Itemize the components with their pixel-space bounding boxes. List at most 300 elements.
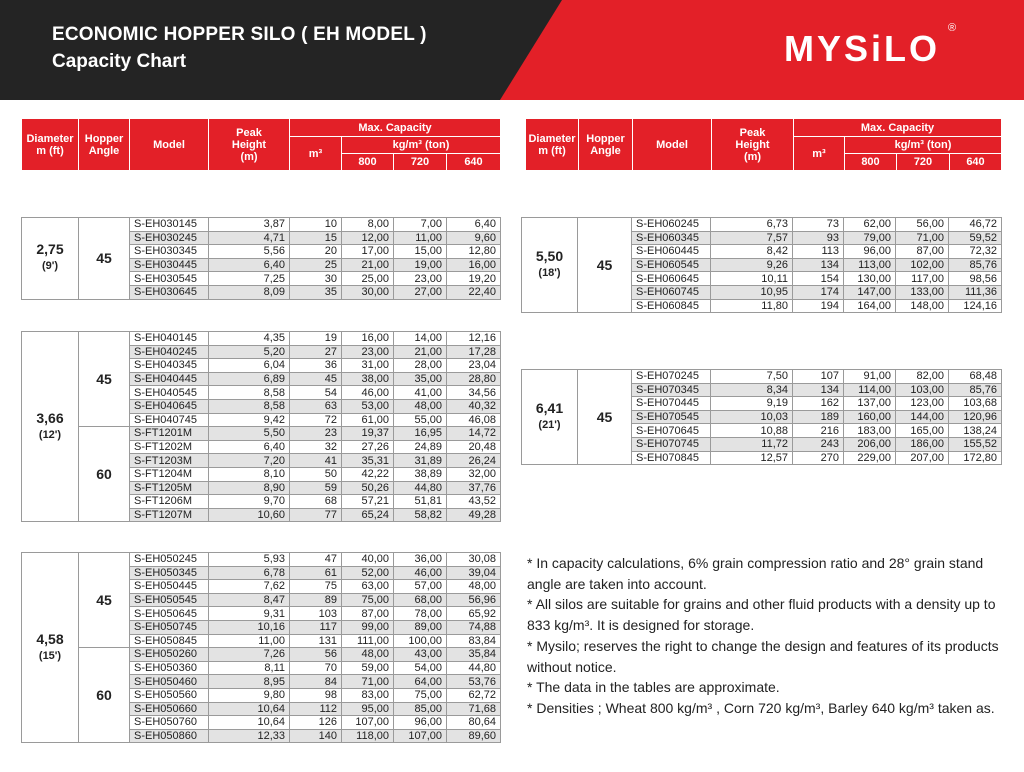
capacity-800-cell: 65,24 [342,508,394,522]
volume-m3-cell: 10 [290,218,342,232]
capacity-800-cell: 52,00 [342,566,394,580]
model-cell: S-EH050860 [130,729,209,743]
capacity-720-cell: 75,00 [394,688,447,702]
model-cell: S-EH050260 [130,648,209,662]
volume-m3-cell: 189 [793,410,844,424]
volume-m3-cell: 15 [290,231,342,245]
peak-height-cell: 6,89 [209,372,290,386]
volume-m3-cell: 45 [290,372,342,386]
volume-m3-cell: 36 [290,359,342,373]
capacity-800-cell: 229,00 [844,451,896,465]
capacity-640-cell: 32,00 [447,467,501,481]
capacity-640-cell: 39,04 [447,566,501,580]
capacity-640-cell: 74,88 [447,620,501,634]
diameter-meters: 3,66 [36,409,64,426]
table-row [22,218,501,232]
table-diameter-6-41 [521,369,1002,465]
volume-m3-cell: 243 [793,437,844,451]
capacity-640-cell: 85,76 [949,383,1002,397]
model-cell: S-EH070545 [632,410,711,424]
model-cell: S-EH040545 [130,386,209,400]
capacity-640-cell: 72,32 [949,245,1002,259]
capacity-720-cell: 107,00 [394,729,447,743]
peak-height-cell: 8,42 [711,245,793,259]
peak-height-header: Peak Height (m) [209,119,290,171]
volume-m3-cell: 73 [793,218,844,232]
peak-height-cell: 8,47 [209,593,290,607]
peak-height-cell: 7,57 [711,231,793,245]
capacity-800-cell: 59,00 [342,661,394,675]
capacity-640-cell: 68,48 [949,370,1002,384]
model-header: Model [130,119,209,171]
volume-m3-cell: 23 [290,427,342,441]
capacity-720-cell: 100,00 [394,634,447,648]
capacity-720-cell: 19,00 [394,258,447,272]
density-header: kg/m³ (ton) [342,137,501,154]
capacity-640-cell: 53,76 [447,675,501,689]
m3-header: m³ [794,137,845,171]
capacity-640-cell: 46,08 [447,413,501,427]
peak-height-cell: 10,03 [711,410,793,424]
peak-height-cell: 9,19 [711,397,793,411]
capacity-720-cell: 85,00 [394,702,447,716]
diameter-feet: (15') [38,649,62,662]
model-cell: S-EH070245 [632,370,711,384]
hopper-angle-cell: 45 [578,218,632,313]
capacity-640-cell: 65,92 [447,607,501,621]
model-cell: S-EH050760 [130,716,209,730]
diameter-feet: (21') [538,419,561,432]
capacity-720-cell: 41,00 [394,386,447,400]
volume-m3-cell: 68 [290,495,342,509]
peak-height-cell: 4,71 [209,231,290,245]
density-640-header: 640 [950,154,1002,171]
table-diameter-5-50 [521,217,1002,313]
capacity-640-cell: 172,80 [949,451,1002,465]
capacity-640-cell: 48,00 [447,580,501,594]
model-cell: S-EH030645 [130,285,209,299]
capacity-720-cell: 186,00 [896,437,949,451]
capacity-720-cell: 7,00 [394,218,447,232]
volume-m3-cell: 70 [290,661,342,675]
volume-m3-cell: 154 [793,272,844,286]
model-cell: S-EH070645 [632,424,711,438]
peak-height-cell: 7,25 [209,272,290,286]
capacity-640-cell: 120,96 [949,410,1002,424]
diameter-feet: (9') [41,260,59,273]
model-cell: S-EH070345 [632,383,711,397]
capacity-640-cell: 103,68 [949,397,1002,411]
capacity-800-cell: 118,00 [342,729,394,743]
density-800-header: 800 [845,154,897,171]
diameter-feet: (18') [538,267,561,280]
volume-m3-cell: 131 [290,634,342,648]
peak-height-cell: 10,64 [209,702,290,716]
model-cell: S-EH070445 [632,397,711,411]
capacity-720-cell: 44,80 [394,481,447,495]
capacity-640-cell: 17,28 [447,345,501,359]
capacity-800-cell: 130,00 [844,272,896,286]
capacity-800-cell: 8,00 [342,218,394,232]
capacity-800-cell: 62,00 [844,218,896,232]
capacity-720-cell: 103,00 [896,383,949,397]
capacity-800-cell: 21,00 [342,258,394,272]
note-item: * Densities ; Wheat 800 kg/m³ , Corn 720 kg/m³, Barley 640 kg/m³ taken as. [527,699,995,716]
capacity-800-cell: 19,37 [342,427,394,441]
capacity-720-cell: 123,00 [896,397,949,411]
capacity-800-cell: 48,00 [342,648,394,662]
peak-height-cell: 8,90 [209,481,290,495]
volume-m3-cell: 194 [793,299,844,313]
volume-m3-cell: 89 [290,593,342,607]
capacity-720-cell: 16,95 [394,427,447,441]
model-cell: S-EH060445 [632,245,711,259]
capacity-720-cell: 46,00 [394,566,447,580]
capacity-640-cell: 98,56 [949,272,1002,286]
capacity-720-cell: 23,00 [394,272,447,286]
table-row [22,427,501,441]
capacity-640-cell: 16,00 [447,258,501,272]
capacity-640-cell: 85,76 [949,258,1002,272]
peak-height-cell: 10,88 [711,424,793,438]
capacity-720-cell: 48,00 [394,399,447,413]
volume-m3-cell: 103 [290,607,342,621]
model-cell: S-EH030245 [130,231,209,245]
capacity-640-cell: 49,28 [447,508,501,522]
capacity-720-cell: 207,00 [896,451,949,465]
capacity-720-cell: 96,00 [394,716,447,730]
capacity-640-cell: 80,64 [447,716,501,730]
model-cell: S-EH050345 [130,566,209,580]
volume-m3-cell: 50 [290,467,342,481]
peak-height-cell: 5,93 [209,553,290,567]
capacity-720-cell: 24,89 [394,440,447,454]
max-capacity-header: Max. Capacity [290,119,501,137]
model-cell: S-FT1204M [130,467,209,481]
capacity-800-cell: 113,00 [844,258,896,272]
capacity-720-cell: 14,00 [394,332,447,346]
capacity-720-cell: 36,00 [394,553,447,567]
note-item: * Mysilo; reserves the right to change the design and features of its products without notice. [527,637,999,675]
capacity-720-cell: 55,00 [394,413,447,427]
volume-m3-cell: 84 [290,675,342,689]
peak-height-cell: 10,64 [209,716,290,730]
model-cell: S-EH050460 [130,675,209,689]
capacity-720-cell: 71,00 [896,231,949,245]
volume-m3-cell: 174 [793,285,844,299]
peak-height-cell: 8,09 [209,285,290,299]
capacity-800-cell: 137,00 [844,397,896,411]
capacity-800-cell: 75,00 [342,593,394,607]
capacity-800-cell: 99,00 [342,620,394,634]
model-cell: S-EH040245 [130,345,209,359]
page-header [0,0,1024,100]
volume-m3-cell: 98 [290,688,342,702]
volume-m3-cell: 126 [290,716,342,730]
capacity-720-cell: 58,82 [394,508,447,522]
volume-m3-cell: 77 [290,508,342,522]
hopper-angle-cell: 45 [79,218,130,300]
volume-m3-cell: 134 [793,258,844,272]
capacity-720-cell: 38,89 [394,467,447,481]
capacity-720-cell: 11,00 [394,231,447,245]
capacity-640-cell: 34,56 [447,386,501,400]
page-subtitle: Capacity Chart [52,51,187,72]
capacity-720-cell: 133,00 [896,285,949,299]
volume-m3-cell: 61 [290,566,342,580]
capacity-720-cell: 148,00 [896,299,949,313]
capacity-640-cell: 23,04 [447,359,501,373]
capacity-640-cell: 14,72 [447,427,501,441]
capacity-640-cell: 37,76 [447,481,501,495]
model-cell: S-EH050445 [130,580,209,594]
diameter-cell [522,370,578,465]
volume-m3-cell: 35 [290,285,342,299]
model-cell: S-EH040145 [130,332,209,346]
capacity-800-cell: 164,00 [844,299,896,313]
peak-height-header: Peak Height (m) [712,119,794,171]
model-cell: S-EH040345 [130,359,209,373]
peak-height-cell: 10,95 [711,285,793,299]
diameter-header: Diameter m (ft) [526,119,579,171]
capacity-720-cell: 89,00 [394,620,447,634]
capacity-800-cell: 111,00 [342,634,394,648]
model-cell: S-EH050560 [130,688,209,702]
model-cell: S-EH060745 [632,285,711,299]
volume-m3-cell: 54 [290,386,342,400]
volume-m3-cell: 63 [290,399,342,413]
capacity-640-cell: 111,36 [949,285,1002,299]
peak-height-cell: 11,80 [711,299,793,313]
capacity-800-cell: 147,00 [844,285,896,299]
diameter-meters: 6,41 [535,400,564,417]
model-cell: S-EH030145 [130,218,209,232]
capacity-640-cell: 30,08 [447,553,501,567]
volume-m3-cell: 19 [290,332,342,346]
diameter-header: Diameter m (ft) [22,119,79,171]
peak-height-cell: 8,34 [711,383,793,397]
table-diameter-2-75 [21,217,501,300]
registered-mark: ® [948,22,957,34]
peak-height-cell: 9,42 [209,413,290,427]
capacity-800-cell: 23,00 [342,345,394,359]
hopper-angle-header: Hopper Angle [79,119,130,171]
max-capacity-header: Max. Capacity [794,119,1002,137]
volume-m3-cell: 41 [290,454,342,468]
capacity-800-cell: 95,00 [342,702,394,716]
peak-height-cell: 9,31 [209,607,290,621]
model-cell: S-FT1207M [130,508,209,522]
capacity-800-cell: 57,21 [342,495,394,509]
peak-height-cell: 9,70 [209,495,290,509]
capacity-640-cell: 124,16 [949,299,1002,313]
capacity-720-cell: 27,00 [394,285,447,299]
model-cell: S-EH050360 [130,661,209,675]
capacity-640-cell: 46,72 [949,218,1002,232]
table-row [522,370,1002,384]
page-title: ECONOMIC HOPPER SILO ( EH MODEL ) [52,24,427,45]
volume-m3-cell: 270 [793,451,844,465]
table-row [522,218,1002,232]
model-cell: S-EH050545 [130,593,209,607]
capacity-800-cell: 31,00 [342,359,394,373]
peak-height-cell: 8,11 [209,661,290,675]
capacity-800-cell: 30,00 [342,285,394,299]
capacity-640-cell: 44,80 [447,661,501,675]
model-cell: S-EH070745 [632,437,711,451]
table-diameter-4-58 [21,552,501,743]
model-cell: S-EH050845 [130,634,209,648]
diameter-feet: (12') [38,428,62,441]
density-720-header: 720 [897,154,950,171]
model-cell: S-FT1206M [130,495,209,509]
capacity-640-cell: 20,48 [447,440,501,454]
capacity-720-cell: 78,00 [394,607,447,621]
model-cell: S-FT1205M [130,481,209,495]
right-header-table [525,118,1002,171]
density-640-header: 640 [447,154,501,171]
peak-height-cell: 10,16 [209,620,290,634]
model-cell: S-EH060845 [632,299,711,313]
model-cell: S-EH060545 [632,258,711,272]
capacity-800-cell: 35,31 [342,454,394,468]
capacity-640-cell: 62,72 [447,688,501,702]
capacity-640-cell: 9,60 [447,231,501,245]
model-cell: S-EH060345 [632,231,711,245]
volume-m3-cell: 20 [290,245,342,259]
volume-m3-cell: 25 [290,258,342,272]
model-cell: S-EH040445 [130,372,209,386]
peak-height-cell: 10,11 [711,272,793,286]
model-cell: S-FT1203M [130,454,209,468]
peak-height-cell: 10,60 [209,508,290,522]
volume-m3-cell: 112 [290,702,342,716]
peak-height-cell: 8,58 [209,399,290,413]
capacity-720-cell: 28,00 [394,359,447,373]
capacity-640-cell: 138,24 [949,424,1002,438]
volume-m3-cell: 72 [290,413,342,427]
capacity-720-cell: 68,00 [394,593,447,607]
model-cell: S-EH050745 [130,620,209,634]
capacity-720-cell: 57,00 [394,580,447,594]
table-row [22,553,501,567]
note-item: * All silos are suitable for grains and other fluid products with a density up to 833 kg/m³. It is designed for storage. [527,596,996,634]
capacity-800-cell: 96,00 [844,245,896,259]
capacity-640-cell: 155,52 [949,437,1002,451]
model-header: Model [633,119,712,171]
model-cell: S-EH050245 [130,553,209,567]
capacity-800-cell: 160,00 [844,410,896,424]
capacity-640-cell: 56,96 [447,593,501,607]
brand-logo: MYSiLO [784,28,941,69]
model-cell: S-EH030345 [130,245,209,259]
diameter-meters: 5,50 [535,248,564,265]
hopper-angle-header: Hopper Angle [579,119,633,171]
capacity-800-cell: 71,00 [342,675,394,689]
capacity-720-cell: 43,00 [394,648,447,662]
capacity-720-cell: 87,00 [896,245,949,259]
capacity-640-cell: 59,52 [949,231,1002,245]
capacity-800-cell: 83,00 [342,688,394,702]
table-diameter-3-66 [21,331,501,522]
volume-m3-cell: 32 [290,440,342,454]
capacity-800-cell: 79,00 [844,231,896,245]
capacity-720-cell: 15,00 [394,245,447,259]
volume-m3-cell: 93 [793,231,844,245]
capacity-640-cell: 40,32 [447,399,501,413]
peak-height-cell: 8,10 [209,467,290,481]
peak-height-cell: 11,00 [209,634,290,648]
capacity-800-cell: 42,22 [342,467,394,481]
volume-m3-cell: 107 [793,370,844,384]
capacity-640-cell: 12,80 [447,245,501,259]
model-cell: S-EH040645 [130,399,209,413]
model-cell: S-FT1202M [130,440,209,454]
capacity-800-cell: 17,00 [342,245,394,259]
capacity-640-cell: 6,40 [447,218,501,232]
diameter-cell [22,332,79,522]
peak-height-cell: 7,62 [209,580,290,594]
volume-m3-cell: 140 [290,729,342,743]
volume-m3-cell: 30 [290,272,342,286]
density-720-header: 720 [394,154,447,171]
diameter-meters: 2,75 [36,241,64,258]
peak-height-cell: 11,72 [711,437,793,451]
model-cell: S-EH070845 [632,451,711,465]
capacity-800-cell: 61,00 [342,413,394,427]
capacity-720-cell: 31,89 [394,454,447,468]
capacity-800-cell: 183,00 [844,424,896,438]
capacity-640-cell: 35,84 [447,648,501,662]
diameter-cell [22,553,79,743]
capacity-640-cell: 28,80 [447,372,501,386]
peak-height-cell: 8,58 [209,386,290,400]
capacity-640-cell: 43,52 [447,495,501,509]
peak-height-cell: 7,50 [711,370,793,384]
peak-height-cell: 5,20 [209,345,290,359]
peak-height-cell: 8,95 [209,675,290,689]
capacity-800-cell: 87,00 [342,607,394,621]
note-item: * The data in the tables are approximate. [527,679,780,696]
capacity-720-cell: 82,00 [896,370,949,384]
capacity-800-cell: 107,00 [342,716,394,730]
capacity-800-cell: 27,26 [342,440,394,454]
model-cell: S-EH030445 [130,258,209,272]
volume-m3-cell: 56 [290,648,342,662]
peak-height-cell: 5,50 [209,427,290,441]
peak-height-cell: 7,20 [209,454,290,468]
capacity-640-cell: 26,24 [447,454,501,468]
capacity-800-cell: 16,00 [342,332,394,346]
peak-height-cell: 6,04 [209,359,290,373]
capacity-720-cell: 35,00 [394,372,447,386]
hopper-angle-cell: 45 [79,553,130,648]
capacity-640-cell: 89,60 [447,729,501,743]
capacity-720-cell: 117,00 [896,272,949,286]
capacity-800-cell: 46,00 [342,386,394,400]
capacity-640-cell: 71,68 [447,702,501,716]
volume-m3-cell: 113 [793,245,844,259]
model-cell: S-EH030545 [130,272,209,286]
volume-m3-cell: 27 [290,345,342,359]
note-item: * In capacity calculations, 6% grain compression ratio and 28° grain stand angle are taken into account. [527,555,984,592]
capacity-720-cell: 165,00 [896,424,949,438]
hopper-angle-cell: 45 [578,370,632,465]
capacity-720-cell: 51,81 [394,495,447,509]
diameter-cell [522,218,578,313]
model-cell: S-EH060245 [632,218,711,232]
m3-header: m³ [290,137,342,171]
